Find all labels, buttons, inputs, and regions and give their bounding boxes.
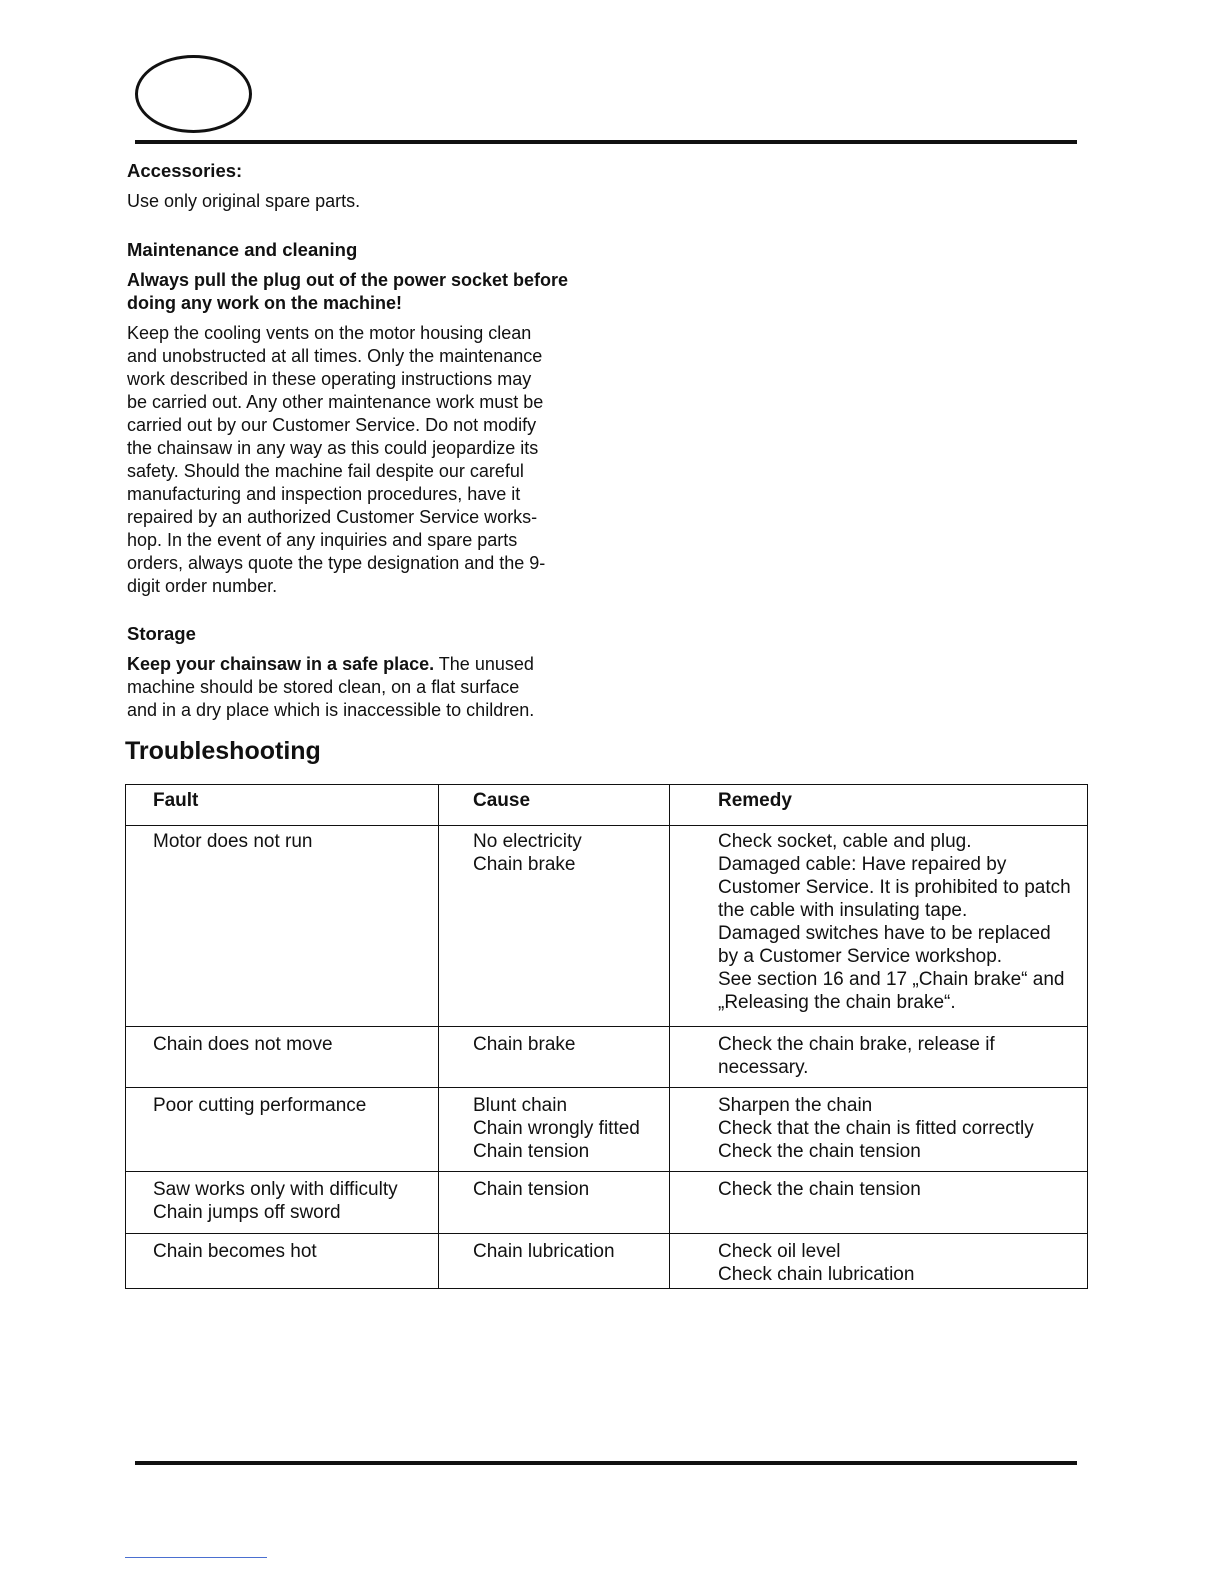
fault-cell <box>126 1088 439 1172</box>
cause-text: Chain tension <box>473 1141 590 1162</box>
remedy-cell <box>670 1088 1088 1172</box>
cause-cell <box>439 1234 670 1289</box>
storage-bold-lead: Keep your chainsaw in a safe place. <box>127 654 435 674</box>
accessories-text: Use only original spare parts. <box>127 191 361 211</box>
remedy-text: See section 16 and 17 „Chain brake“ and <box>718 969 1065 990</box>
troubleshooting-title: Troubleshooting <box>125 737 321 765</box>
remedy-text: Check chain lubrication <box>718 1264 915 1285</box>
maintenance-warning: Always pull the plug out of the power socket before doing any work on the machine! <box>127 270 569 313</box>
maintenance-paragraph <box>127 322 577 598</box>
header-rule <box>135 140 1077 144</box>
maintenance-line: the chainsaw in any way as this could jeopardize its <box>127 438 539 458</box>
fault-cell <box>126 1234 439 1289</box>
cause-text: Chain brake <box>473 854 576 875</box>
maintenance-line: manufacturing and inspection procedures, have it <box>127 484 521 504</box>
maintenance-heading: Maintenance and cleaning <box>127 239 358 260</box>
remedy-text: „Releasing the chain brake“. <box>718 992 956 1013</box>
storage-paragraph <box>127 653 577 722</box>
fault-text: Chain jumps off sword <box>153 1202 341 1223</box>
header-cause: Cause <box>439 785 670 826</box>
header-remedy: Remedy <box>670 785 1088 826</box>
header-fault: Fault <box>126 785 439 826</box>
remedy-cell <box>670 826 1088 1027</box>
storage-line1-rest: The unused <box>434 654 534 674</box>
maintenance-line: Keep the cooling vents on the motor housing clean <box>127 323 532 343</box>
accessories-heading: Accessories: <box>127 160 243 181</box>
remedy-cell <box>670 1234 1088 1289</box>
maintenance-line: be carried out. Any other maintenance work must be <box>127 392 544 412</box>
maintenance-line: carried out by our Customer Service. Do not modify <box>127 415 537 435</box>
remedy-text: Damaged switches have to be replaced <box>718 923 1051 944</box>
remedy-text: by a Customer Service workshop. <box>718 946 1003 967</box>
maintenance-line: and unobstructed at all times. Only the maintenance <box>127 346 543 366</box>
footer-link-line <box>125 1557 267 1558</box>
maintenance-line: work described in these operating instructions may <box>127 369 532 389</box>
fault-cell <box>126 826 439 1027</box>
remedy-text: Check the chain tension <box>718 1179 921 1200</box>
table-row <box>126 1172 1088 1234</box>
storage-line: and in a dry place which is inaccessible to children. <box>127 700 535 720</box>
fault-cell <box>126 1027 439 1088</box>
storage-line <box>127 653 577 676</box>
storage-heading: Storage <box>127 623 196 644</box>
cause-cell <box>439 1088 670 1172</box>
remedy-text: Check socket, cable and plug. <box>718 831 972 852</box>
remedy-text: Check the chain tension <box>718 1141 921 1162</box>
remedy-text: Customer Service. It is prohibited to patch <box>718 877 1071 898</box>
remedy-text: Check oil level <box>718 1241 841 1262</box>
cause-text: Chain brake <box>473 1034 576 1055</box>
maintenance-line: digit order number. <box>127 576 278 596</box>
fault-cell <box>126 1172 439 1234</box>
cause-cell <box>439 826 670 1027</box>
language-badge-oval <box>135 55 252 133</box>
maintenance-line: repaired by an authorized Customer Service works- <box>127 507 538 527</box>
remedy-text: necessary. <box>718 1057 809 1078</box>
fault-text: Saw works only with difficulty <box>153 1179 398 1200</box>
cause-text: No electricity <box>473 831 582 852</box>
remedy-text: the cable with insulating tape. <box>718 900 968 921</box>
maintenance-line: safety. Should the machine fail despite our careful <box>127 461 524 481</box>
cause-cell <box>439 1027 670 1088</box>
fault-text: Chain becomes hot <box>153 1241 317 1262</box>
fault-text: Chain does not move <box>153 1034 333 1055</box>
fault-text: Poor cutting performance <box>153 1095 367 1116</box>
table-row <box>126 1234 1088 1289</box>
remedy-text: Damaged cable: Have repaired by <box>718 854 1007 875</box>
table-row <box>126 1027 1088 1088</box>
remedy-cell <box>670 1172 1088 1234</box>
remedy-text: Check that the chain is fitted correctly <box>718 1118 1034 1139</box>
cause-text: Chain wrongly fitted <box>473 1118 640 1139</box>
fault-text: Motor does not run <box>153 831 313 852</box>
storage-line: machine should be stored clean, on a flat surface <box>127 677 520 697</box>
remedy-cell <box>670 1027 1088 1088</box>
remedy-text: Sharpen the chain <box>718 1095 873 1116</box>
table-row <box>126 1088 1088 1172</box>
cause-text: Chain lubrication <box>473 1241 615 1262</box>
footer-rule <box>135 1461 1077 1465</box>
troubleshooting-table <box>125 784 1088 1289</box>
maintenance-line: orders, always quote the type designation and the 9- <box>127 553 546 573</box>
cause-cell <box>439 1172 670 1234</box>
table-row <box>126 826 1088 1027</box>
cause-text: Chain tension <box>473 1179 590 1200</box>
maintenance-line: hop. In the event of any inquiries and spare parts <box>127 530 518 550</box>
cause-text: Blunt chain <box>473 1095 568 1116</box>
remedy-text: Check the chain brake, release if <box>718 1034 995 1055</box>
